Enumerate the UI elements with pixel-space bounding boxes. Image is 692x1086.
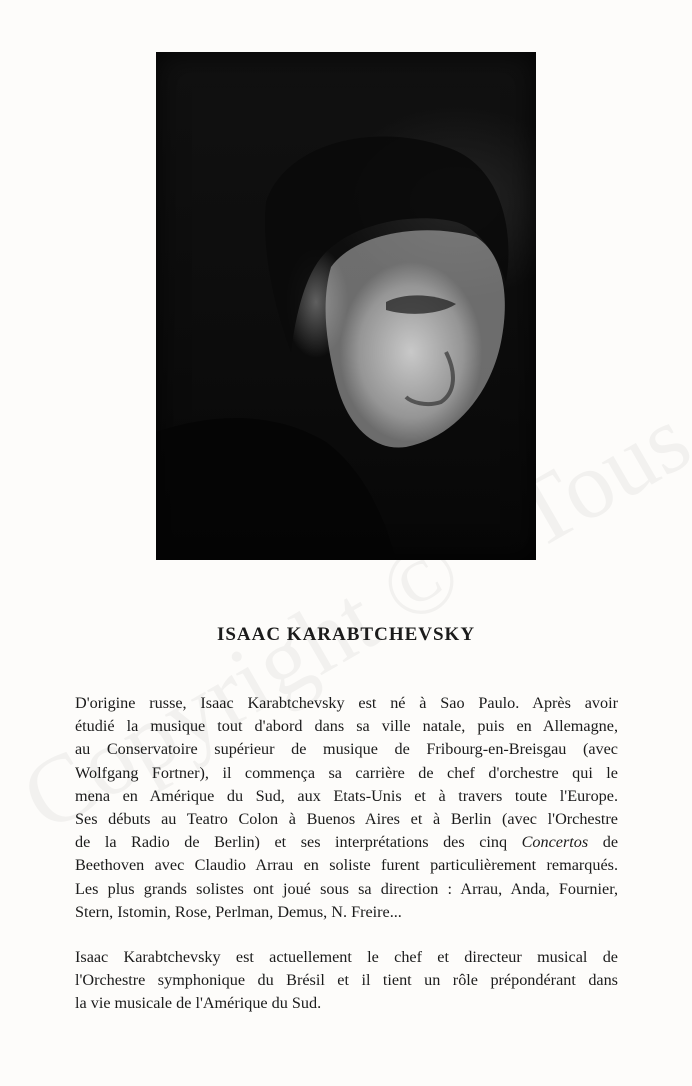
text-line: au Conservatoire supérieur de musique de Fribourg-en-Breisgau (avec (75, 740, 618, 759)
portrait-photo (156, 52, 536, 560)
biography-paragraph-2 (75, 946, 618, 1016)
portrait-illustration (156, 52, 536, 560)
text-line: Stern, Istomin, Rose, Perlman, Demus, N. Freire... (75, 902, 402, 921)
text-line: Isaac Karabtchevsky est actuellement le chef et directeur musical de (75, 948, 618, 966)
text-line: la vie musicale de l'Amérique du Sud. (75, 994, 322, 1013)
italic-term: Concertos (521, 833, 589, 852)
page-title: ISAAC KARABTCHEVSKY (216, 624, 476, 645)
text-line: Wolfgang Fortner), il commença sa carrière de chef d'orchestre qui le (75, 763, 618, 782)
text-line: mena en Amérique du Sud, aux Etats-Unis et à travers toute l'Europe. (75, 786, 618, 805)
text-line: Beethoven avec Claudio Arrau en soliste furent particulièrement remarqués. (75, 856, 618, 875)
biography-paragraph-1 (75, 692, 618, 924)
text-segment: de la Radio de Berlin) et ses interprétations des cinq (75, 833, 508, 852)
text-line: étudié la musique tout d'abord dans sa ville natale, puis en Allemagne, (75, 717, 618, 736)
text-line (75, 831, 618, 854)
text-segment: de (602, 833, 618, 852)
text-line: l'Orchestre symphonique du Brésil et il tient un rôle prépondérant dans (75, 971, 618, 990)
text-line: Ses débuts au Teatro Colon à Buenos Aires et à Berlin (avec l'Orchestre (75, 810, 618, 829)
text-line: Les plus grands solistes ont joué sous sa direction : Arrau, Anda, Fournier, (75, 879, 618, 898)
text-line: D'origine russe, Isaac Karabtchevsky est né à Sao Paulo. Après avoir (75, 694, 618, 712)
